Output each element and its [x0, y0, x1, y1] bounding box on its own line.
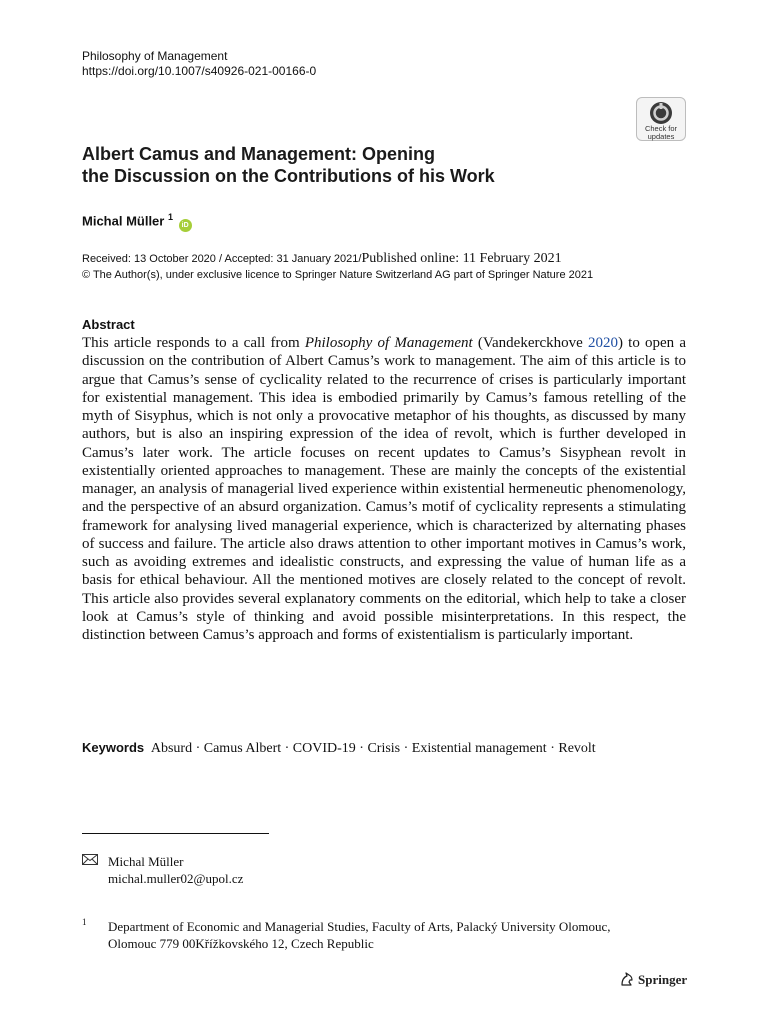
title-line1: Albert Camus and Management: Opening — [82, 144, 436, 164]
affiliation-number: 1 — [82, 917, 87, 927]
envelope-icon — [82, 854, 98, 865]
abstract-heading: Abstract — [82, 317, 135, 332]
publisher-logo — [619, 971, 687, 988]
abstract-part2: (Vandekerckhove — [472, 335, 588, 351]
title-line2: the Discussion on the Contributions of his Work — [82, 166, 495, 186]
abstract-text — [82, 334, 686, 644]
abstract-journal-name: Philosophy of Management — [304, 335, 473, 351]
correspondence-name: Michal Müller — [108, 854, 184, 869]
author-affiliation-sup: 1 — [167, 212, 173, 222]
published-date: Published online: 11 February 2021 — [361, 251, 562, 266]
orcid-icon[interactable]: iD — [179, 219, 192, 232]
affiliation-footnote — [82, 918, 611, 952]
keywords-line — [82, 740, 596, 757]
author-name[interactable]: Michal Müller — [82, 213, 165, 229]
badge-line1: Check for — [644, 124, 678, 133]
footnote-divider — [82, 833, 269, 834]
journal-header — [82, 49, 316, 79]
check-for-updates-badge[interactable] — [636, 97, 686, 141]
citation-link[interactable]: 2020 — [587, 335, 618, 351]
correspondence-block — [82, 853, 243, 887]
abstract-part1: This article responds to a call from — [82, 335, 305, 351]
article-dates — [82, 251, 562, 267]
affiliation-line2: Olomouc 779 00Křížkovského 12, Czech Republic — [108, 936, 374, 951]
received-accepted-dates: Received: 13 October 2020 / Accepted: 31 January 2021/ — [82, 253, 362, 265]
keywords-label: Keywords — [82, 740, 145, 755]
correspondence-email[interactable]: michal.muller02@upol.cz — [108, 871, 244, 886]
journal-name: Philosophy of Management — [82, 49, 228, 63]
publisher-name: Springer — [638, 972, 688, 987]
keywords-list: Absurd · Camus Albert · COVID-19 · Crisis · Existential management · Revolt — [150, 741, 596, 756]
copyright-notice: © The Author(s), under exclusive licence to Springer Nature Switzerland AG part of Springer Nature 2021 — [82, 269, 594, 281]
doi-link[interactable]: https://doi.org/10.1007/s40926-021-00166-0 — [82, 64, 317, 78]
badge-line2: updates — [647, 132, 675, 141]
author-line — [82, 212, 192, 232]
springer-horse-icon — [619, 971, 635, 987]
abstract-part3: ) to open a discussion on the contribution of Albert Camus’s work to management. The aim of this article is to argue that Camus’s sense of cyclicality related to the recurrence of crises is particularly important for existential management. This idea is embodied primarily by Camus’s famous retelling of the myth of Sisyphus, which is not only a provocative metaphor of his thoughts, as discussed by many authors, but is also an inspiring expression of the idea of revolt, which is further developed in Camus’s later work. The article focuses on recent updates to Camus’s Sisyphean revolt in existentially oriented approaches to management. These are mainly the concepts of the existential manager, an analysis of managerial lived experience within existential hermeneutic phenomenology, and the perspective of an absurd organization. Camus’s motif of cyclicality represents a stimulating framework for analysing lived managerial experience, which is characterized by alternating phases of success and failure. The article also draws attention to other important motives in Camus’s work, such as avoiding extremes and idealistic constructs, and expressing the value of human life as a basis for ethical behaviour. All the mentioned motives are closely related to the concept of revolt. This article also provides several explanatory comments on the editorial, which help to take a closer look at Camus’s style of thinking and avoid possible misinterpretations. In this respect, the distinction between Camus’s approach and forms of existentialism is particularly important. — [82, 335, 686, 643]
article-title — [82, 143, 642, 187]
affiliation-line1: Department of Economic and Managerial Studies, Faculty of Arts, Palacký University Olomouc, — [108, 919, 611, 934]
check-updates-icon — [649, 101, 673, 125]
